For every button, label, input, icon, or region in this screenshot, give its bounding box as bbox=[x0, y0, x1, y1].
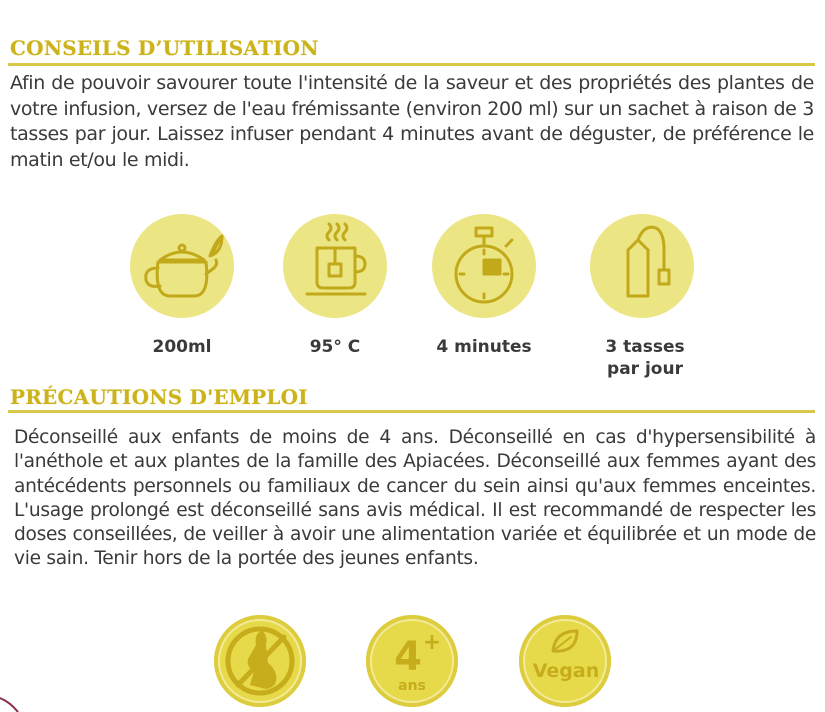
leaf-icon bbox=[553, 631, 577, 651]
usage-title: CONSEILS D’UTILISATION bbox=[10, 36, 319, 60]
precautions-title: PRÉCAUTIONS D'EMPLOI bbox=[10, 385, 308, 409]
usage-divider bbox=[8, 63, 815, 66]
icon-label-volume: 200ml bbox=[152, 337, 212, 357]
age-number: 4 bbox=[394, 634, 422, 680]
precautions-divider bbox=[8, 410, 815, 413]
precautions-text: Déconseillé aux enfants de moins de 4 ans. Déconseillé en cas d'hypersensibilité à l'anéthole et aux plantes de la famille des Apiacées. Déconseillé aux femmes ayant des antécédents personnels ou familiaux de cancer du sein ainsi qu'aux femmes enceintes. L'usage prolongé est déconseillé sans avis médical. Il est recommandé de respecter les doses conseillées, de veiller à avoir une alimentation variée et équilibrée et un mode de vie sain. Tenir hors de la portée des jeunes enfants. bbox=[14, 427, 816, 570]
corner-decoration bbox=[0, 696, 40, 712]
minimum-age-badge bbox=[366, 615, 458, 707]
vegan-label: Vegan bbox=[532, 660, 600, 682]
age-plus: + bbox=[422, 630, 442, 655]
no-pregnant-woman-icon bbox=[214, 615, 306, 707]
age-unit: ans bbox=[398, 678, 426, 694]
icon-label-temperature: 95° C bbox=[309, 337, 361, 357]
tea-cup-icon bbox=[283, 214, 387, 318]
teapot-icon bbox=[130, 214, 234, 318]
tea-bag-icon bbox=[590, 214, 694, 318]
icon-label-daily-cups: 3 tasses par jour bbox=[605, 337, 685, 379]
icon-label-duration: 4 minutes bbox=[436, 337, 532, 357]
vegan-badge bbox=[519, 615, 611, 707]
usage-text: Afin de pouvoir savourer toute l'intensité de la saveur et des propriétés des plantes de votre infusion, versez de l'eau frémissante (environ 200 ml) sur un sachet à raison de 3 tasses par jour. Laissez infuser pendant 4 minutes avant de déguster, de préférence le matin et/ou le midi. bbox=[10, 72, 814, 171]
stopwatch-icon bbox=[432, 214, 536, 318]
